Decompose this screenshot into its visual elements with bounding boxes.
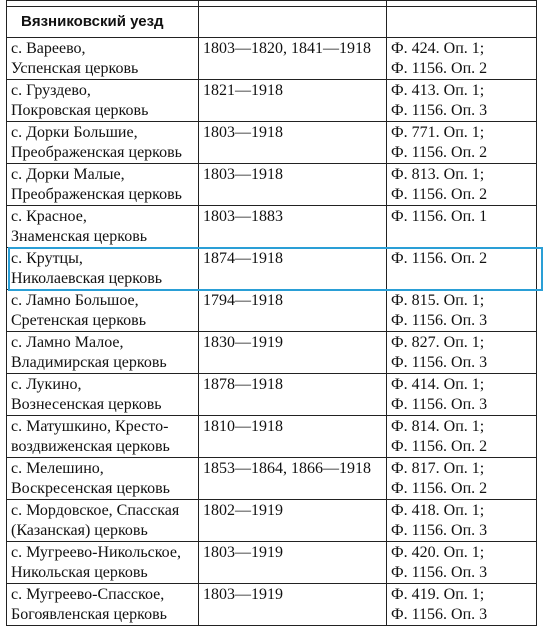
- table-row: [7, 458, 537, 500]
- church-cell: [7, 458, 199, 500]
- church-cell: [7, 584, 199, 626]
- years-value: 1803—1918: [203, 124, 283, 141]
- fund-reference: Ф. 827. Оп. 1;: [391, 334, 485, 351]
- table-row: [7, 122, 537, 164]
- fund-reference: Ф. 817. Оп. 1;: [391, 460, 485, 477]
- years-cell: [199, 542, 387, 584]
- place-name: с. Красное,: [11, 208, 87, 225]
- years-cell: [199, 248, 387, 290]
- church-cell: [7, 248, 199, 290]
- fund-cell: [387, 122, 537, 164]
- fund-cell: [387, 500, 537, 542]
- church-name: (Казанская) церковь: [11, 522, 148, 539]
- fund-reference: Ф. 1156. Оп. 2: [391, 144, 488, 161]
- fund-reference: Ф. 1156. Оп. 2: [391, 186, 488, 203]
- years-cell: [199, 80, 387, 122]
- years-cell: [199, 332, 387, 374]
- church-name: Преображенская церковь: [11, 144, 182, 161]
- years-value: 1874—1918: [203, 250, 283, 267]
- church-cell: [7, 332, 199, 374]
- years-cell: [199, 290, 387, 332]
- years-cell: [199, 122, 387, 164]
- fund-cell: [387, 332, 537, 374]
- fund-reference: Ф. 424. Оп. 1;: [391, 40, 485, 57]
- church-cell: [7, 38, 199, 80]
- fund-cell: [387, 80, 537, 122]
- fund-reference: Ф. 1156. Оп. 2: [391, 250, 488, 267]
- church-name: Воскресенская церковь: [11, 480, 170, 497]
- church-name: Вознесенская церковь: [11, 396, 162, 413]
- table-row: [7, 332, 537, 374]
- table-row: [7, 206, 537, 248]
- years-value: 1803—1919: [203, 586, 283, 603]
- place-name: с. Ламно Малое,: [11, 334, 124, 351]
- fund-reference: Ф. 814. Оп. 1;: [391, 418, 485, 435]
- years-value: 1803—1918: [203, 166, 283, 183]
- years-cell: [199, 584, 387, 626]
- table-row: [7, 542, 537, 584]
- fund-reference: Ф. 413. Оп. 1;: [391, 82, 485, 99]
- table-row: [7, 80, 537, 122]
- church-name: Преображенская церковь: [11, 186, 182, 203]
- place-name: с. Груздево,: [11, 82, 91, 99]
- church-name: Знаменская церковь: [11, 228, 148, 245]
- church-name: Николаевская церковь: [11, 270, 163, 287]
- church-cell: [7, 122, 199, 164]
- church-name: Никольская церковь: [11, 564, 148, 581]
- church-cell: [7, 206, 199, 248]
- years-value: 1853—1864, 1866—1918: [203, 460, 371, 477]
- table-row: [7, 584, 537, 626]
- church-name: воздвиженская церковь: [11, 438, 170, 455]
- place-name: с. Мугреево-Никольское,: [11, 544, 181, 561]
- years-value: 1803—1883: [203, 208, 283, 225]
- fund-reference: Ф. 1156. Оп. 3: [391, 564, 488, 581]
- church-name: Успенская церковь: [11, 60, 139, 77]
- years-value: 1830—1919: [203, 334, 283, 351]
- fund-reference: Ф. 1156. Оп. 1: [391, 208, 488, 225]
- fund-cell: [387, 542, 537, 584]
- section-empty-cell: [199, 7, 387, 38]
- fund-cell: [387, 290, 537, 332]
- fund-cell: [387, 206, 537, 248]
- fund-reference: Ф. 1156. Оп. 3: [391, 606, 488, 623]
- fund-cell: [387, 164, 537, 206]
- church-name: Владимирская церковь: [11, 354, 167, 371]
- fund-reference: Ф. 1156. Оп. 2: [391, 438, 488, 455]
- years-cell: [199, 38, 387, 80]
- table-body: [7, 1, 537, 626]
- place-name: с. Лукино,: [11, 376, 82, 393]
- table-row: [7, 500, 537, 542]
- place-name: с. Вареево,: [11, 40, 86, 57]
- parish-records-table: [6, 0, 537, 626]
- place-name: с. Дорки Малые,: [11, 166, 125, 183]
- church-cell: [7, 542, 199, 584]
- table-row: [7, 374, 537, 416]
- fund-reference: Ф. 1156. Оп. 3: [391, 102, 488, 119]
- table-row: [7, 164, 537, 206]
- church-name: Покровская церковь: [11, 102, 149, 119]
- fund-reference: Ф. 815. Оп. 1;: [391, 292, 485, 309]
- church-cell: [7, 164, 199, 206]
- fund-cell: [387, 248, 537, 290]
- fund-cell: [387, 374, 537, 416]
- church-cell: [7, 416, 199, 458]
- place-name: с. Крутцы,: [11, 250, 83, 267]
- fund-reference: Ф. 1156. Оп. 3: [391, 312, 488, 329]
- church-name: Богоявленская церковь: [11, 606, 167, 623]
- fund-reference: Ф. 418. Оп. 1;: [391, 502, 485, 519]
- table-row: [7, 290, 537, 332]
- table-row: [7, 248, 537, 290]
- years-value: 1794—1918: [203, 292, 283, 309]
- place-name: с. Матушкино, Кресто-: [11, 418, 169, 435]
- fund-reference: Ф. 420. Оп. 1;: [391, 544, 485, 561]
- years-cell: [199, 416, 387, 458]
- years-value: 1810—1918: [203, 418, 283, 435]
- fund-reference: Ф. 419. Оп. 1;: [391, 586, 485, 603]
- fund-cell: [387, 584, 537, 626]
- section-title: Вязниковский уезд: [7, 7, 199, 38]
- years-value: 1802—1919: [203, 502, 283, 519]
- place-name: с. Мелешино,: [11, 460, 104, 477]
- fund-reference: Ф. 414. Оп. 1;: [391, 376, 485, 393]
- fund-reference: Ф. 771. Оп. 1;: [391, 124, 485, 141]
- fund-cell: [387, 458, 537, 500]
- section-header-row: [7, 7, 537, 38]
- years-value: 1803—1820, 1841—1918: [203, 40, 371, 57]
- place-name: с. Ламно Большое,: [11, 292, 139, 309]
- archive-page: [6, 0, 536, 626]
- church-name: Сретенская церковь: [11, 312, 146, 329]
- fund-reference: Ф. 1156. Оп. 2: [391, 480, 488, 497]
- fund-reference: Ф. 1156. Оп. 2: [391, 60, 488, 77]
- fund-reference: Ф. 1156. Оп. 3: [391, 522, 488, 539]
- years-cell: [199, 164, 387, 206]
- fund-reference: Ф. 1156. Оп. 3: [391, 396, 488, 413]
- church-cell: [7, 500, 199, 542]
- fund-reference: Ф. 813. Оп. 1;: [391, 166, 485, 183]
- years-cell: [199, 458, 387, 500]
- years-cell: [199, 500, 387, 542]
- years-value: 1803—1919: [203, 544, 283, 561]
- years-value: 1878—1918: [203, 376, 283, 393]
- years-cell: [199, 374, 387, 416]
- place-name: с. Мугреево-Спасское,: [11, 586, 165, 603]
- fund-reference: Ф. 1156. Оп. 3: [391, 354, 488, 371]
- church-cell: [7, 374, 199, 416]
- place-name: с. Дорки Большие,: [11, 124, 138, 141]
- place-name: с. Мордовское, Спасская: [11, 502, 180, 519]
- table-row: [7, 38, 537, 80]
- church-cell: [7, 80, 199, 122]
- years-value: 1821—1918: [203, 82, 283, 99]
- section-empty-cell: [387, 7, 537, 38]
- church-cell: [7, 290, 199, 332]
- fund-cell: [387, 416, 537, 458]
- table-row: [7, 416, 537, 458]
- years-cell: [199, 206, 387, 248]
- fund-cell: [387, 38, 537, 80]
